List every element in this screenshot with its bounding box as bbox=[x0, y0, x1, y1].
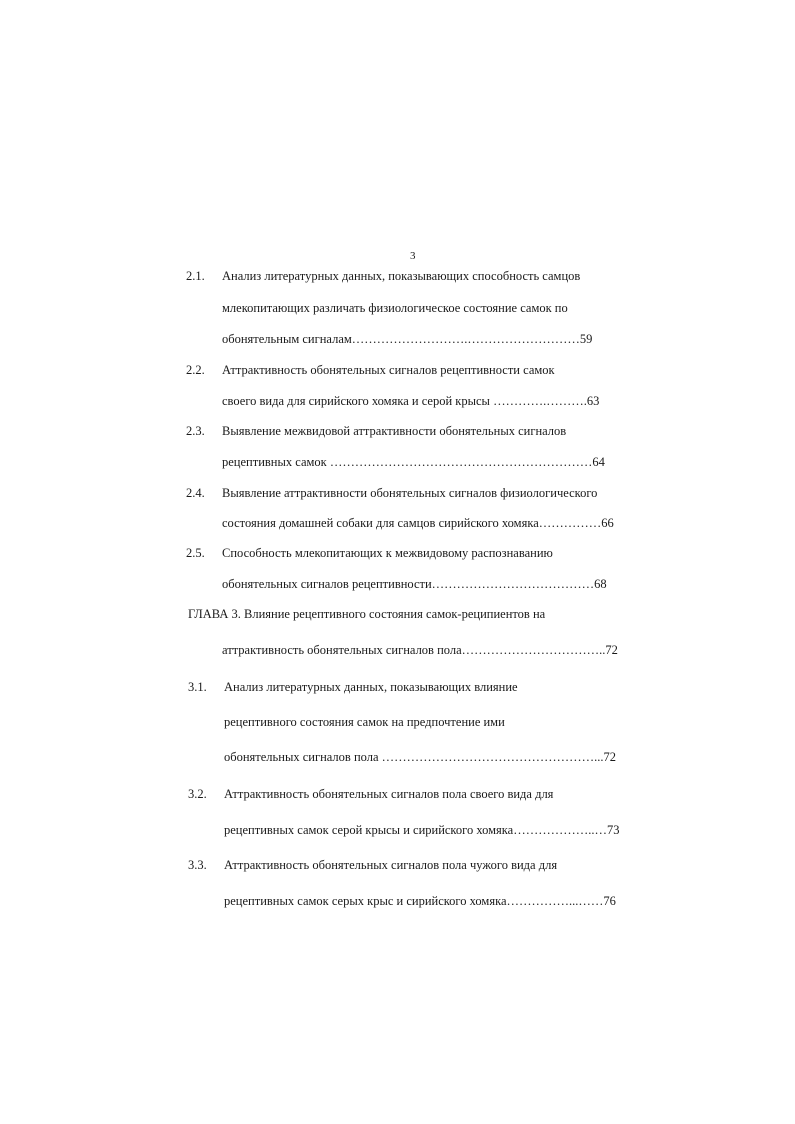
entry-number: 2.4. bbox=[186, 486, 205, 500]
entry-line: своего вида для сирийского хомяка и серой крысы ………….……….63 bbox=[222, 394, 600, 408]
entry-line: Анализ литературных данных, показывающих влияние bbox=[224, 680, 518, 694]
entry-line: Аттрактивность обонятельных сигналов пола чужого вида для bbox=[224, 858, 558, 872]
entry-line: Выявление межвидовой аттрактивности обонятельных сигналов bbox=[222, 424, 567, 438]
entry-line: аттрактивность обонятельных сигналов пола……………………………..72 bbox=[222, 643, 618, 657]
entry-line: обонятельных сигналов пола ……………………………………………...72 bbox=[224, 750, 616, 764]
entry-line: млекопитающих различать физиологическое состояние самок по bbox=[222, 301, 568, 315]
entry-line: обонятельных сигналов рецептивности…………………………………68 bbox=[222, 577, 607, 591]
entry-line: рецептивных самок ………………………………………………………64 bbox=[222, 455, 605, 469]
entry-number: 3.1. bbox=[188, 680, 207, 694]
page-number: 3 bbox=[410, 250, 416, 262]
entry-number: 2.1. bbox=[186, 269, 205, 283]
chapter-heading: ГЛАВА 3. Влияние рецептивного состояния самок-реципиентов на bbox=[188, 607, 546, 621]
entry-number: 3.3. bbox=[188, 858, 207, 872]
entry-line: обонятельным сигналам……………………….………………………59 bbox=[222, 332, 593, 346]
entry-number: 2.2. bbox=[186, 363, 205, 377]
entry-number: 3.2. bbox=[188, 787, 207, 801]
entry-line: Способность млекопитающих к межвидовому распознаванию bbox=[222, 546, 553, 560]
entry-line: рецептивных самок серой крысы и сирийского хомяка………………..…73 bbox=[224, 823, 620, 837]
entry-line: Выявление аттрактивности обонятельных сигналов физиологического bbox=[222, 486, 598, 500]
entry-number: 2.5. bbox=[186, 546, 205, 560]
entry-line: состояния домашней собаки для самцов сирийского хомяка……………66 bbox=[222, 516, 614, 530]
entry-number: 2.3. bbox=[186, 424, 205, 438]
entry-line: рецептивных самок серых крыс и сирийского хомяка……………...……76 bbox=[224, 894, 616, 908]
entry-line: Аттрактивность обонятельных сигналов рецептивности самок bbox=[222, 363, 555, 377]
entry-line: рецептивного состояния самок на предпочтение ими bbox=[224, 715, 505, 729]
entry-line: Анализ литературных данных, показывающих способность самцов bbox=[222, 269, 581, 283]
entry-line: Аттрактивность обонятельных сигналов пола своего вида для bbox=[224, 787, 554, 801]
